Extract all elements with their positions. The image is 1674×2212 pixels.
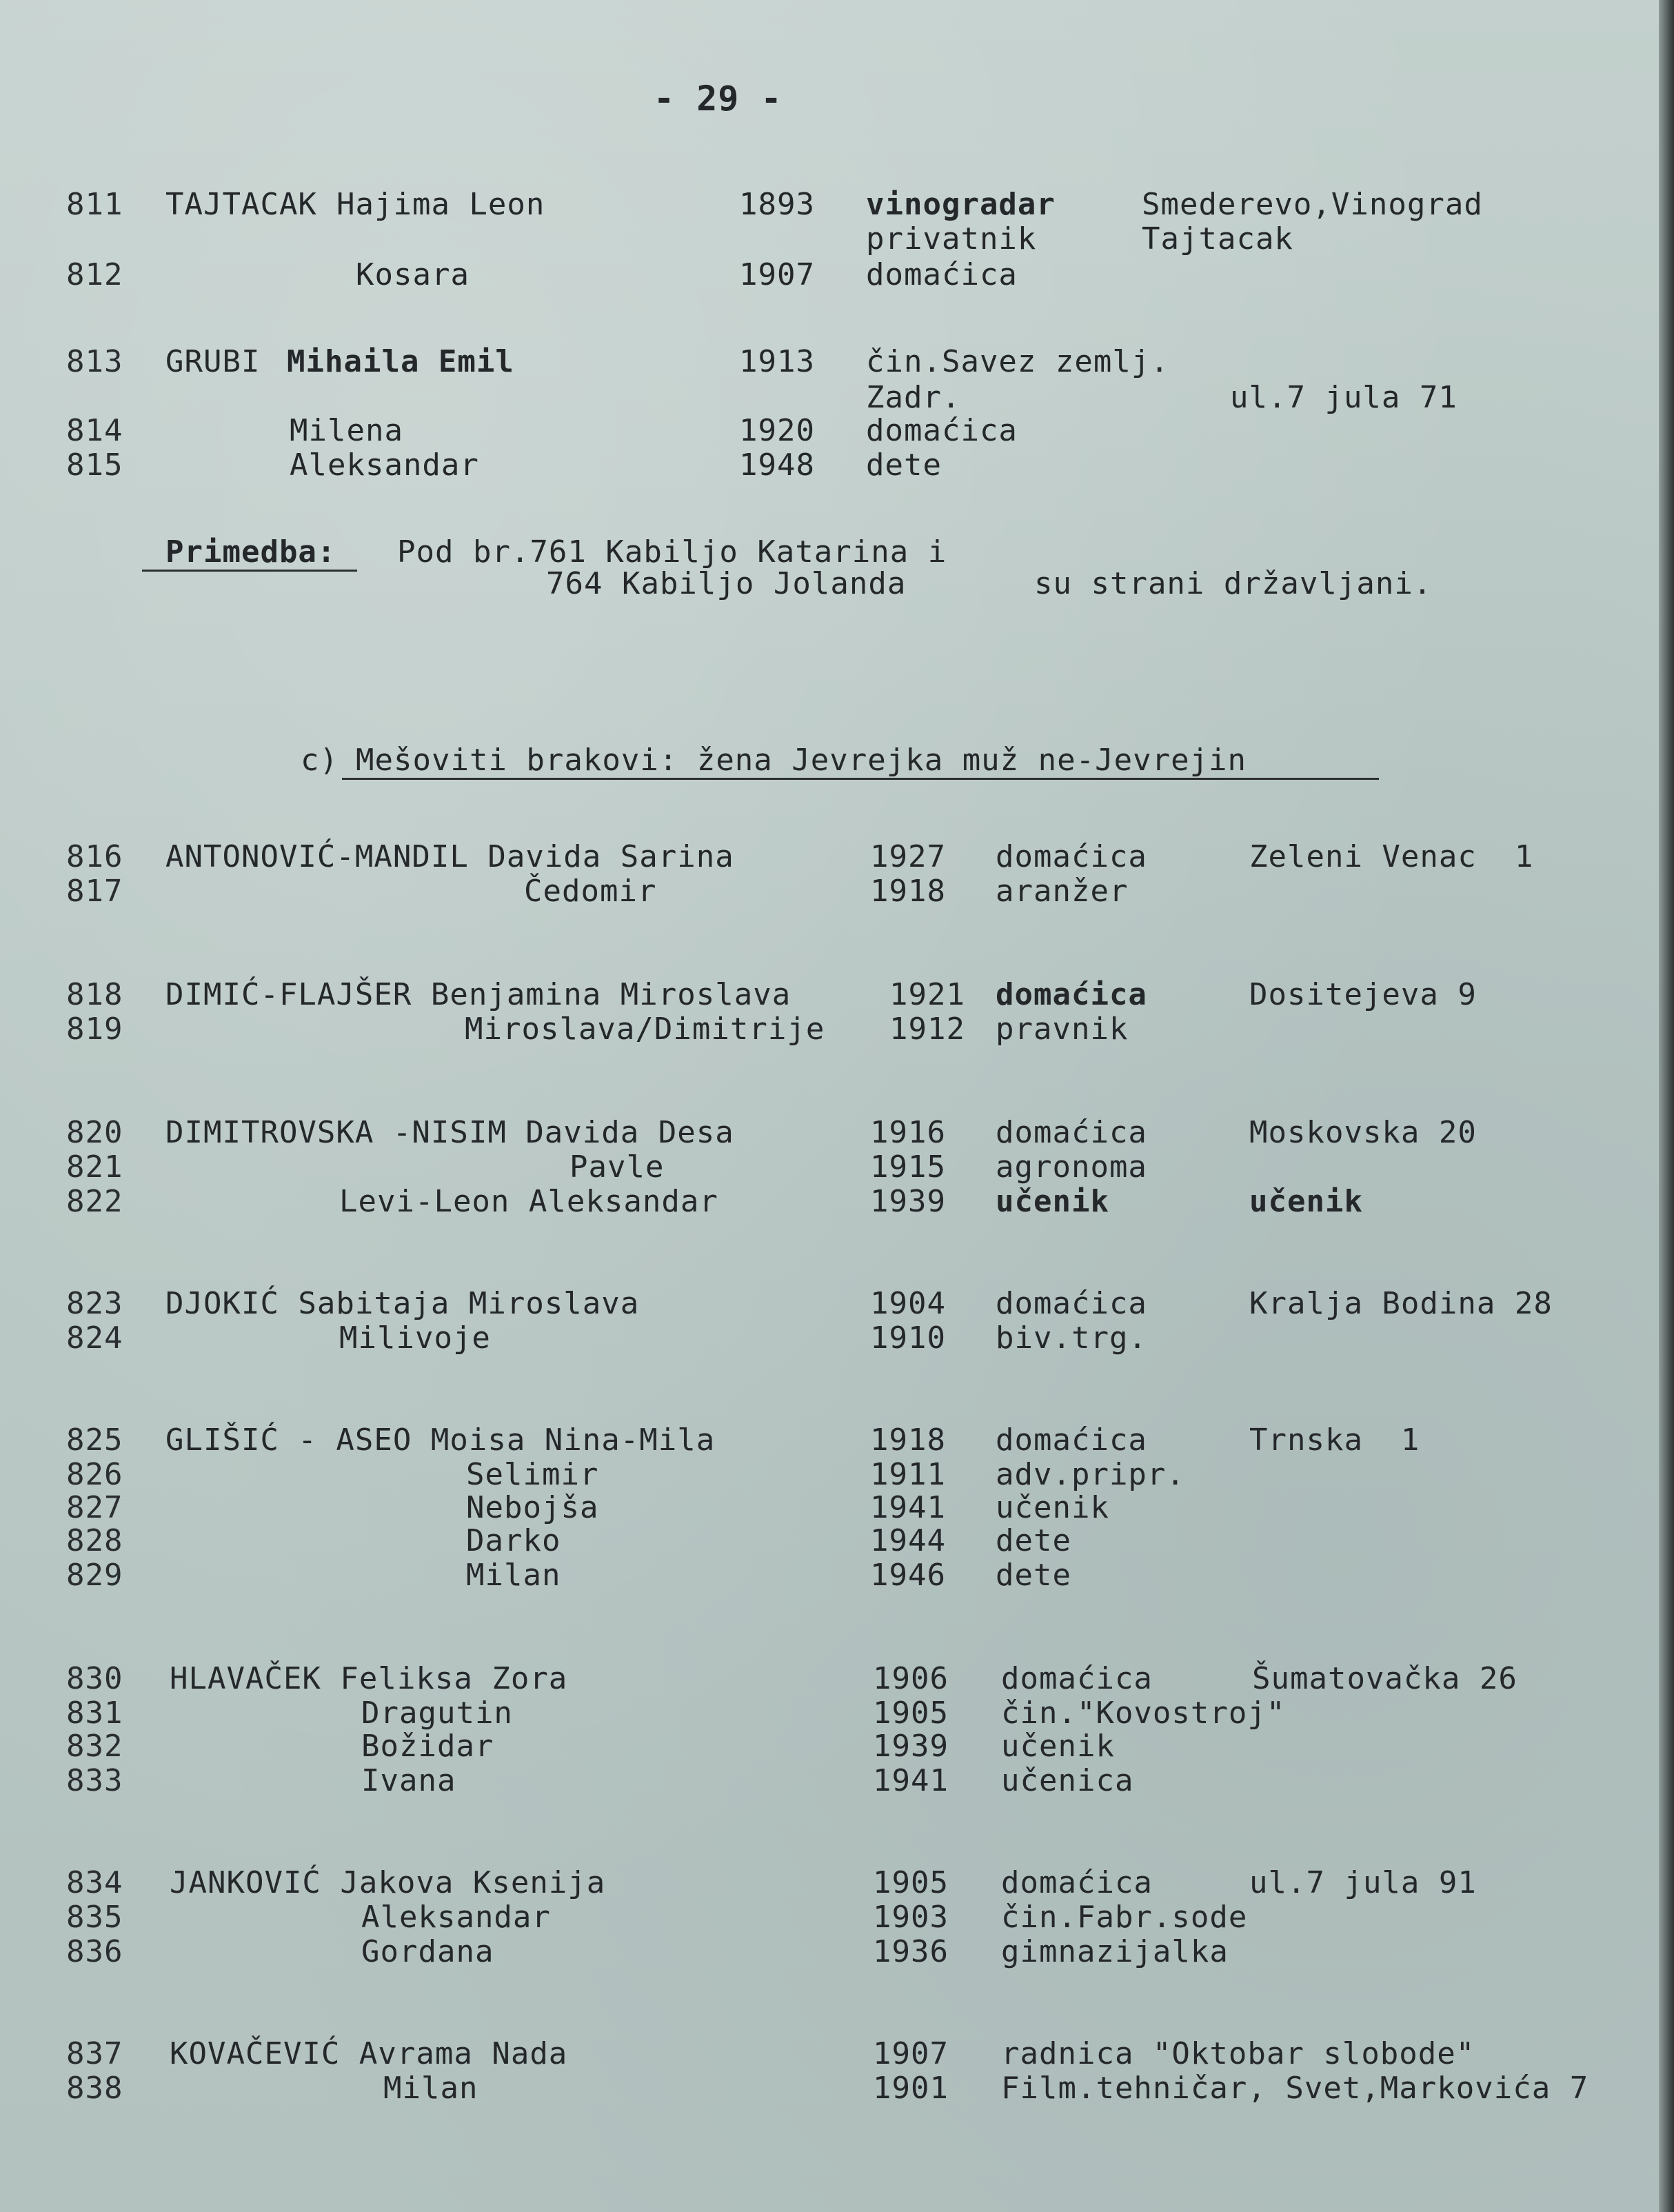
entry-year: 1946 xyxy=(870,1558,946,1593)
entry-name: JANKOVIĆ Jakova Ksenija xyxy=(170,1865,606,1900)
entry-year: 1918 xyxy=(870,1422,946,1458)
entry-occupation: dete xyxy=(996,1523,1071,1558)
entry-name: DJOKIĆ Sabitaja Miroslava xyxy=(165,1286,640,1321)
entry-occupation: agronoma xyxy=(996,1149,1147,1185)
entry-year: 1911 xyxy=(870,1457,946,1492)
entry-names: Aleksandar xyxy=(290,448,479,483)
entry-names: Hajima Leon xyxy=(336,187,545,222)
entry-number: 819 xyxy=(66,1012,123,1047)
entry-occupation: dete xyxy=(996,1558,1071,1593)
entry-name: ANTONOVIĆ-MANDIL Davida Sarina xyxy=(165,839,734,874)
entry-occupation: domaćica xyxy=(866,413,1018,448)
entry-name: Nebojša xyxy=(466,1490,599,1525)
entry-name: Ivana xyxy=(361,1763,456,1798)
entry-occupation: učenica xyxy=(1001,1763,1134,1798)
entry-name: Miroslava/Dimitrije xyxy=(465,1012,825,1047)
entry-number: 811 xyxy=(66,187,123,222)
entry-year: 1901 xyxy=(873,2071,949,2106)
entry-names: Mihaila Emil xyxy=(287,344,514,379)
entry-occupation: dete xyxy=(866,448,942,483)
entry-address: Dositejeva 9 xyxy=(1249,977,1477,1012)
entry-number: 832 xyxy=(66,1729,123,1764)
entry-year: 1918 xyxy=(870,874,946,909)
entry-address-line2: Tajtacak xyxy=(1142,221,1293,257)
entry-occupation-line2: privatnik xyxy=(866,221,1037,257)
entry-number: 833 xyxy=(66,1763,123,1798)
entry-name: Pavle xyxy=(569,1149,665,1185)
note-label-underline xyxy=(142,570,357,572)
entry-name: Selimir xyxy=(466,1457,599,1492)
entry-year: 1905 xyxy=(873,1865,949,1900)
entry-occupation: domaćica xyxy=(1001,1865,1153,1900)
entry-address: učenik xyxy=(1249,1184,1363,1219)
entry-number: 828 xyxy=(66,1523,123,1558)
entry-occupation-line2: Zadr. xyxy=(866,380,961,415)
entry-year: 1915 xyxy=(870,1149,946,1185)
entry-year: 1910 xyxy=(870,1320,946,1356)
entry-name: Milan xyxy=(383,2071,478,2106)
entry-occupation: domaćica xyxy=(866,257,1018,292)
entry-address: Smederevo,Vinograd xyxy=(1142,187,1483,222)
entry-number: 817 xyxy=(66,874,123,909)
entry-number: 825 xyxy=(66,1422,123,1458)
entry-address: ul.7 jula 91 xyxy=(1249,1865,1477,1900)
entry-address: Šumatovačka 26 xyxy=(1252,1661,1517,1696)
entry-name: DIMITROVSKA -NISIM Davida Desa xyxy=(165,1115,734,1150)
entry-year: 1939 xyxy=(873,1729,949,1764)
entry-occupation: domaćica xyxy=(996,977,1147,1012)
entry-year: 1936 xyxy=(873,1934,949,1969)
entry-number: 816 xyxy=(66,839,123,874)
entry-number: 818 xyxy=(66,977,123,1012)
entry-number: 836 xyxy=(66,1934,123,1969)
section-heading: Mešoviti brakovi: žena Jevrejka muž ne-Jevrejin xyxy=(356,743,1247,778)
entry-number: 834 xyxy=(66,1865,123,1900)
entry-occupation: domaćica xyxy=(996,839,1147,874)
entry-name: Levi-Leon Aleksandar xyxy=(339,1184,718,1219)
entry-occupation: adv.pripr. xyxy=(996,1457,1185,1492)
entry-year: 1944 xyxy=(870,1523,946,1558)
entry-occupation: domaćica xyxy=(1001,1661,1153,1696)
entry-address: Trnska 1 xyxy=(1249,1422,1420,1458)
section-prefix: c) xyxy=(301,743,339,778)
entry-year: 1941 xyxy=(870,1490,946,1525)
entry-occupation: vinogradar xyxy=(866,187,1056,222)
entry-number: 822 xyxy=(66,1184,123,1219)
entry-number: 835 xyxy=(66,1900,123,1935)
entry-number: 830 xyxy=(66,1661,123,1696)
entry-address: Kralja Bodina 28 xyxy=(1249,1286,1553,1321)
entry-name: Aleksandar xyxy=(361,1900,551,1935)
entry-year: 1907 xyxy=(873,2036,949,2071)
entry-number: 815 xyxy=(66,448,123,483)
entry-year: 1906 xyxy=(873,1661,949,1696)
entry-occupation: čin.Savez zemlj. xyxy=(866,344,1169,379)
entry-year: 1905 xyxy=(873,1696,949,1731)
entry-name: Milivoje xyxy=(339,1320,491,1356)
entry-address: Zeleni Venac 1 xyxy=(1249,839,1534,874)
entry-occupation: domaćica xyxy=(996,1115,1147,1150)
entry-number: 837 xyxy=(66,2036,123,2071)
entry-occupation: gimnazijalka xyxy=(1001,1934,1229,1969)
entry-names: Milena xyxy=(290,413,403,448)
entry-number: 820 xyxy=(66,1115,123,1150)
entry-occupation: aranžer xyxy=(996,874,1129,909)
entry-number: 813 xyxy=(66,344,123,379)
entry-address: Moskovska 20 xyxy=(1249,1115,1477,1150)
entry-occupation: učenik xyxy=(1001,1729,1115,1764)
entry-year: 1913 xyxy=(739,344,815,379)
entry-name: Božidar xyxy=(361,1729,494,1764)
entry-occupation: Film.tehničar, Svet,Markovića 7 xyxy=(1001,2071,1589,2106)
entry-number: 827 xyxy=(66,1490,123,1525)
entry-occupation: pravnik xyxy=(996,1012,1129,1047)
entry-name: Gordana xyxy=(361,1934,494,1969)
entry-year: 1916 xyxy=(870,1115,946,1150)
entry-names: Kosara xyxy=(356,257,470,292)
entry-occupation: čin."Kovostroj" xyxy=(1001,1696,1286,1731)
page-number: - 29 - xyxy=(654,79,783,119)
entry-occupation: domaćica xyxy=(996,1422,1147,1458)
entry-name: DIMIĆ-FLAJŠER Benjamina Miroslava xyxy=(165,977,791,1012)
entry-occupation: čin.Fabr.sode xyxy=(1001,1900,1248,1935)
entry-year: 1903 xyxy=(873,1900,949,1935)
entry-year: 1920 xyxy=(739,413,815,448)
note-line-2: 764 Kabiljo Jolanda xyxy=(546,566,907,601)
entry-surname: TAJTACAK xyxy=(165,187,317,222)
entry-number: 826 xyxy=(66,1457,123,1492)
entry-name: Milan xyxy=(466,1558,561,1593)
entry-number: 814 xyxy=(66,413,123,448)
entry-year: 1939 xyxy=(870,1184,946,1219)
entry-name: Dragutin xyxy=(361,1696,513,1731)
entry-number: 812 xyxy=(66,257,123,292)
entry-occupation: radnica "Oktobar slobode" xyxy=(1001,2036,1475,2071)
entry-occupation: učenik xyxy=(996,1490,1109,1525)
entry-name: Darko xyxy=(466,1523,561,1558)
entry-name: HLAVAČEK Feliksa Zora xyxy=(170,1661,568,1696)
section-heading-underline xyxy=(342,778,1379,780)
entry-name: GLIŠIĆ - ASEO Moisa Nina-Mila xyxy=(165,1422,716,1458)
entry-number: 823 xyxy=(66,1286,123,1321)
entry-number: 829 xyxy=(66,1558,123,1593)
entry-occupation: učenik xyxy=(996,1184,1109,1219)
entry-number: 831 xyxy=(66,1696,123,1731)
note-line-1: Pod br.761 Kabiljo Katarina i xyxy=(397,534,947,570)
entry-occupation: biv.trg. xyxy=(996,1320,1147,1356)
entry-year: 1948 xyxy=(739,448,815,483)
entry-surname: GRUBI xyxy=(165,344,261,379)
entry-year: 1941 xyxy=(873,1763,949,1798)
entry-name: Čedomir xyxy=(524,874,657,909)
entry-address: ul.7 jula 71 xyxy=(1230,380,1458,415)
entry-number: 821 xyxy=(66,1149,123,1185)
entry-year: 1927 xyxy=(870,839,946,874)
entry-year: 1893 xyxy=(739,187,815,222)
entry-year: 1907 xyxy=(739,257,815,292)
entry-year: 1921 xyxy=(889,977,965,1012)
note-line-2-end: su strani državljani. xyxy=(1034,566,1433,601)
entry-number: 838 xyxy=(66,2071,123,2106)
entry-number: 824 xyxy=(66,1320,123,1356)
entry-name: KOVAČEVIĆ Avrama Nada xyxy=(170,2036,568,2071)
entry-occupation: domaćica xyxy=(996,1286,1147,1321)
entry-year: 1912 xyxy=(889,1012,965,1047)
entry-year: 1904 xyxy=(870,1286,946,1321)
note-label: Primedba: xyxy=(165,534,336,570)
